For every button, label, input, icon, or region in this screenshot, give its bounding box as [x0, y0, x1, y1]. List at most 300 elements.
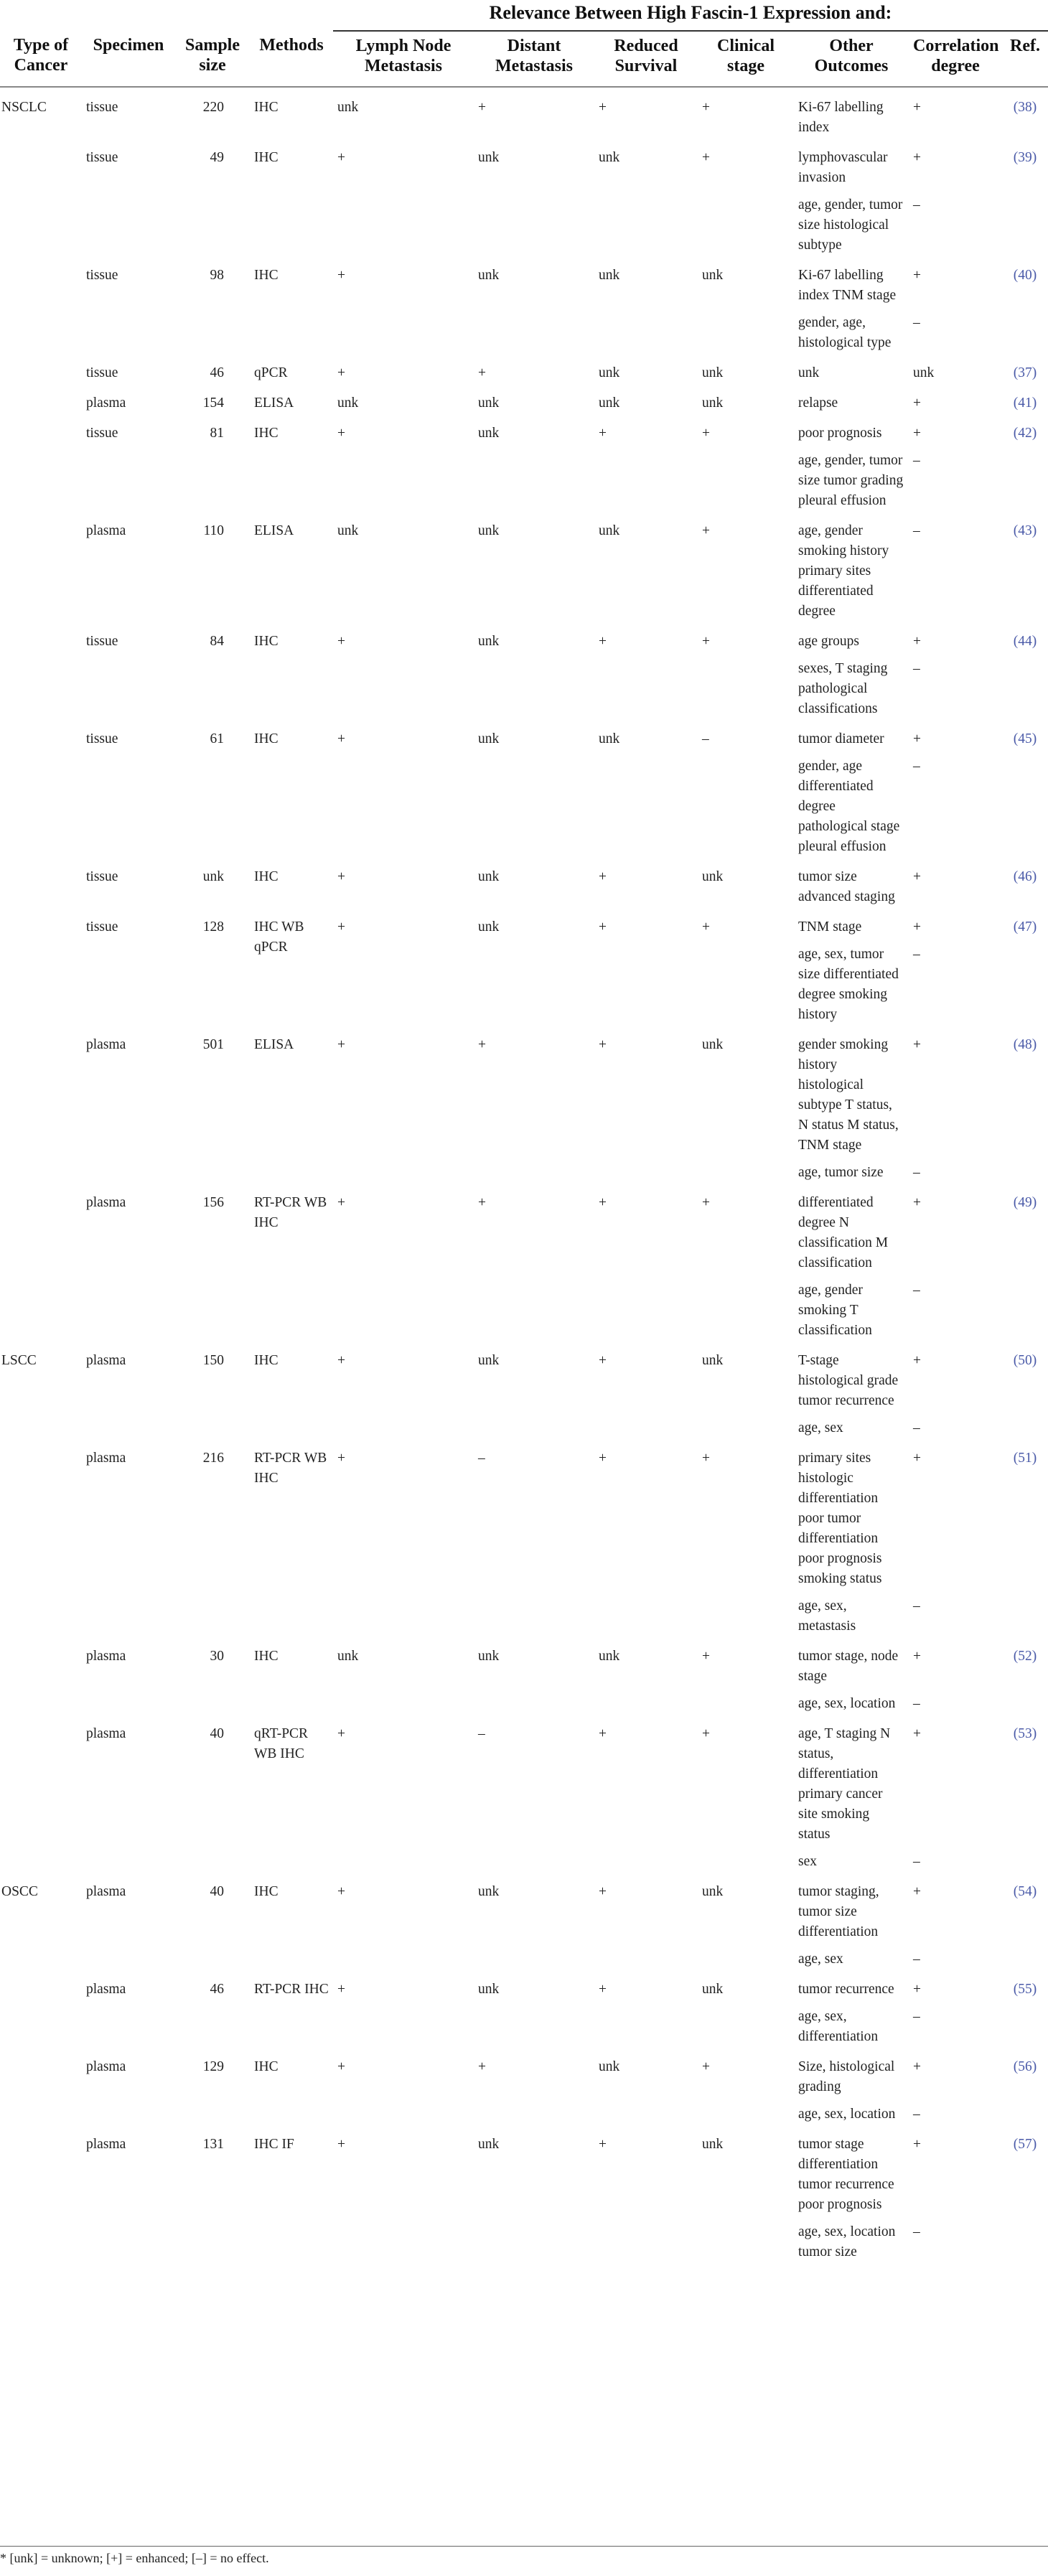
lymph-node-cell: +: [337, 1726, 345, 1741]
distant-metastasis-cell: +: [478, 1037, 486, 1052]
specimen-cell: plasma: [86, 1195, 126, 1210]
reduced-survival-cell: unk: [599, 2059, 620, 2074]
correlation-cell: +: [913, 100, 921, 115]
correlation-cell: +: [913, 268, 921, 283]
specimen-cell: tissue: [86, 869, 118, 884]
lymph-node-cell: +: [337, 1884, 345, 1899]
distant-metastasis-cell: +: [478, 2059, 486, 2074]
correlation-cell: –: [913, 759, 920, 774]
methods-cell: IHC: [254, 634, 279, 649]
specimen-cell: tissue: [86, 150, 118, 165]
lymph-node-cell: +: [337, 365, 345, 380]
cancer-type-cell: [0, 1636, 82, 1714]
lymph-node-cell: +: [337, 2059, 345, 2074]
cancer-type-cell: [0, 1714, 82, 1872]
cancer-type-cell: [0, 1970, 82, 2047]
specimen-cell: plasma: [86, 1884, 126, 1899]
other-outcomes-cell: age, sex, differentiation: [798, 2009, 879, 2044]
specimen-cell: plasma: [86, 1982, 126, 1997]
distant-metastasis-cell: unk: [478, 1982, 500, 1997]
other-outcomes-cell: relapse: [798, 395, 838, 411]
table-row: [0, 2047, 1048, 2097]
reduced-survival-cell: +: [599, 634, 607, 649]
other-outcomes-cell: poor prognosis: [798, 426, 882, 441]
cancer-type-cell: [0, 1025, 82, 1183]
other-outcomes-cell: tumor staging, tumor size differentiation: [798, 1884, 879, 1939]
specimen-cell: tissue: [86, 634, 118, 649]
col-header-distant: Distant Metastasis: [474, 31, 594, 87]
cancer-type-cell: [0, 2047, 82, 2125]
lymph-node-cell: +: [337, 1353, 345, 1368]
correlation-cell: –: [913, 2224, 920, 2239]
table-row: [0, 1636, 1048, 1687]
clinical-stage-cell: unk: [702, 1037, 724, 1052]
cancer-type-cell: [0, 622, 82, 719]
lymph-node-cell: unk: [337, 395, 359, 411]
table-row: [0, 1183, 1048, 1273]
sample-size-cell: 81: [210, 426, 224, 441]
correlation-cell: –: [913, 1165, 920, 1180]
reduced-survival-cell: unk: [599, 268, 620, 283]
lymph-node-cell: +: [337, 869, 345, 884]
lymph-node-cell: +: [337, 731, 345, 746]
methods-cell: IHC: [254, 100, 279, 115]
sample-size-cell: 129: [202, 2059, 224, 2074]
other-outcomes-cell: age, gender smoking history primary sites differentiated degree: [798, 523, 889, 619]
specimen-cell: tissue: [86, 268, 118, 283]
clinical-stage-cell: unk: [702, 365, 724, 380]
clinical-stage-cell: unk: [702, 2137, 724, 2152]
distant-metastasis-cell: unk: [478, 150, 500, 165]
lymph-node-cell: +: [337, 426, 345, 441]
col-header-survival: Reduced Survival: [594, 31, 698, 87]
other-outcomes-cell: tumor stage, node stage: [798, 1649, 899, 1684]
distant-metastasis-cell: unk: [478, 523, 500, 538]
reference-cell: (39): [1013, 150, 1037, 165]
distant-metastasis-cell: unk: [478, 869, 500, 884]
correlation-cell: +: [913, 1982, 921, 1997]
correlation-cell: –: [913, 947, 920, 962]
methods-cell: IHC: [254, 426, 279, 441]
methods-cell: qPCR: [254, 365, 288, 380]
other-outcomes-cell: age, sex, location tumor size: [798, 2224, 896, 2259]
other-outcomes-cell: Size, histological grading: [798, 2059, 895, 2094]
distant-metastasis-cell: +: [478, 100, 486, 115]
sample-size-cell: 220: [202, 100, 224, 115]
distant-metastasis-cell: unk: [478, 1884, 500, 1899]
correlation-cell: +: [913, 2059, 921, 2074]
methods-cell: IHC: [254, 150, 279, 165]
correlation-cell: +: [913, 1353, 921, 1368]
methods-cell: RT-PCR WB IHC: [254, 1195, 327, 1230]
reduced-survival-cell: +: [599, 426, 607, 441]
specimen-cell: plasma: [86, 2059, 126, 2074]
reduced-survival-cell: +: [599, 2137, 607, 2152]
sample-size-cell: 216: [202, 1451, 224, 1466]
other-outcomes-cell: unk: [798, 365, 820, 380]
specimen-cell: plasma: [86, 1037, 126, 1052]
lymph-node-cell: unk: [337, 100, 359, 115]
reference-cell: (47): [1013, 919, 1037, 935]
specimen-cell: plasma: [86, 395, 126, 411]
distant-metastasis-cell: unk: [478, 2137, 500, 2152]
methods-cell: IHC: [254, 869, 279, 884]
correlation-cell: –: [913, 315, 920, 330]
correlation-cell: –: [913, 1696, 920, 1711]
table-row: [0, 1872, 1048, 1942]
reference-cell: (45): [1013, 731, 1037, 746]
correlation-cell: +: [913, 1195, 921, 1210]
cancer-type-cell: [0, 413, 82, 511]
other-outcomes-cell: TNM stage: [798, 919, 862, 935]
col-header-type: Type of Cancer: [0, 31, 82, 87]
clinical-stage-cell: unk: [702, 1353, 724, 1368]
other-outcomes-cell: lymphovascular invasion: [798, 150, 888, 185]
specimen-cell: plasma: [86, 1649, 126, 1664]
col-header-methods: Methods: [250, 31, 333, 87]
table-row: [0, 511, 1048, 622]
table-row: [0, 622, 1048, 652]
methods-cell: IHC: [254, 1353, 279, 1368]
other-outcomes-cell: tumor size advanced staging: [798, 869, 895, 904]
reference-cell: (42): [1013, 426, 1037, 441]
correlation-cell: –: [913, 1598, 920, 1613]
table-row: [0, 413, 1048, 444]
methods-cell: IHC: [254, 2059, 279, 2074]
specimen-cell: plasma: [86, 523, 126, 538]
other-outcomes-cell: age, sex: [798, 1420, 843, 1435]
clinical-stage-cell: unk: [702, 1884, 724, 1899]
other-outcomes-cell: age, sex, tumor size differentiated degree smoking history: [798, 947, 899, 1022]
methods-cell: RT-PCR WB IHC: [254, 1451, 327, 1486]
clinical-stage-cell: +: [702, 523, 710, 538]
correlation-cell: +: [913, 2137, 921, 2152]
other-outcomes-cell: age, sex, location: [798, 2107, 896, 2122]
group-header-spacer: [0, 3, 333, 31]
reduced-survival-cell: +: [599, 1195, 607, 1210]
col-header-specimen: Specimen: [82, 31, 175, 87]
sample-size-cell: 61: [210, 731, 224, 746]
other-outcomes-cell: age groups: [798, 634, 860, 649]
sample-size-cell: 40: [210, 1884, 224, 1899]
group-header: Relevance Between High Fascin-1 Expression and:: [333, 3, 1048, 31]
specimen-cell: plasma: [86, 1353, 126, 1368]
correlation-cell: –: [913, 1854, 920, 1869]
other-outcomes-cell: Ki-67 labelling index: [798, 100, 884, 135]
cancer-type-cell: [0, 138, 82, 256]
other-outcomes-cell: sex: [798, 1854, 817, 1869]
distant-metastasis-cell: unk: [478, 919, 500, 935]
lymph-node-cell: +: [337, 634, 345, 649]
clinical-stage-cell: –: [702, 731, 709, 746]
table-row: [0, 87, 1048, 138]
fascin-expression-table: [0, 3, 1048, 2262]
reference-cell: (56): [1013, 2059, 1037, 2074]
sample-size-cell: 110: [203, 523, 224, 538]
table-row: [0, 1714, 1048, 1845]
sample-size-cell: 98: [210, 268, 224, 283]
reduced-survival-cell: +: [599, 100, 607, 115]
cancer-type-cell: [0, 2125, 82, 2262]
correlation-cell: –: [913, 1420, 920, 1435]
reference-cell: (57): [1013, 2137, 1037, 2152]
methods-cell: qRT-PCR WB IHC: [254, 1726, 309, 1761]
cancer-type-cell: [0, 353, 82, 383]
cancer-type-cell: LSCC: [1, 1353, 37, 1368]
table-body: [0, 87, 1048, 2262]
distant-metastasis-cell: unk: [478, 731, 500, 746]
cancer-type-cell: [0, 1438, 82, 1636]
correlation-cell: –: [913, 197, 920, 212]
other-outcomes-cell: Ki-67 labelling index TNM stage: [798, 268, 897, 303]
cancer-type-cell: [0, 719, 82, 857]
lymph-node-cell: +: [337, 2137, 345, 2152]
sample-size-cell: 150: [202, 1353, 224, 1368]
cancer-type-cell: NSCLC: [1, 100, 47, 115]
reduced-survival-cell: unk: [599, 365, 620, 380]
reduced-survival-cell: +: [599, 919, 607, 935]
cancer-type-cell: [0, 907, 82, 1025]
reference-cell: (46): [1013, 869, 1037, 884]
distant-metastasis-cell: –: [478, 1451, 485, 1466]
correlation-cell: +: [913, 1451, 921, 1466]
other-outcomes-cell: age, sex, location: [798, 1696, 896, 1711]
distant-metastasis-cell: unk: [478, 395, 500, 411]
reduced-survival-cell: +: [599, 1353, 607, 1368]
lymph-node-cell: +: [337, 919, 345, 935]
correlation-cell: +: [913, 395, 921, 411]
correlation-cell: +: [913, 426, 921, 441]
methods-cell: IHC: [254, 731, 279, 746]
lymph-node-cell: +: [337, 1451, 345, 1466]
correlation-cell: –: [913, 453, 920, 468]
lymph-node-cell: +: [337, 1982, 345, 1997]
correlation-cell: –: [913, 1952, 920, 1967]
clinical-stage-cell: +: [702, 100, 710, 115]
footnote: * [unk] = unknown; [+] = enhanced; [–] = no effect.: [0, 2551, 269, 2565]
col-header-lymph-node: Lymph Node Metastasis: [333, 31, 474, 87]
other-outcomes-cell: age, tumor size: [798, 1165, 884, 1180]
cancer-type-cell: [0, 383, 82, 413]
reference-cell: (40): [1013, 268, 1037, 283]
col-header-other: Other Outcomes: [794, 31, 909, 87]
reduced-survival-cell: unk: [599, 150, 620, 165]
specimen-cell: tissue: [86, 919, 118, 935]
specimen-cell: tissue: [86, 426, 118, 441]
correlation-cell: +: [913, 150, 921, 165]
clinical-stage-cell: +: [702, 634, 710, 649]
other-outcomes-cell: age, gender, tumor size histological subtype: [798, 197, 903, 253]
clinical-stage-cell: unk: [702, 268, 724, 283]
reference-cell: (55): [1013, 1982, 1037, 1997]
reduced-survival-cell: +: [599, 1884, 607, 1899]
clinical-stage-cell: +: [702, 1649, 710, 1664]
reduced-survival-cell: +: [599, 869, 607, 884]
table-row: [0, 353, 1048, 383]
reduced-survival-cell: unk: [599, 395, 620, 411]
reference-cell: (52): [1013, 1649, 1037, 1664]
reference-cell: (54): [1013, 1884, 1037, 1899]
cancer-type-cell: [0, 511, 82, 622]
table-row: [0, 719, 1048, 749]
sample-size-cell: unk: [202, 869, 224, 884]
distant-metastasis-cell: +: [478, 365, 486, 380]
correlation-cell: +: [913, 1726, 921, 1741]
distant-metastasis-cell: unk: [478, 1649, 500, 1664]
clinical-stage-cell: +: [702, 1726, 710, 1741]
distant-metastasis-cell: unk: [478, 268, 500, 283]
reference-cell: (50): [1013, 1353, 1037, 1368]
other-outcomes-cell: tumor stage differentiation tumor recurrence poor prognosis: [798, 2137, 894, 2212]
methods-cell: ELISA: [254, 523, 294, 538]
reference-cell: (53): [1013, 1726, 1037, 1741]
clinical-stage-cell: unk: [702, 1982, 724, 1997]
other-outcomes-cell: gender, age differentiated degree pathological stage pleural effusion: [798, 759, 900, 854]
sample-size-cell: 154: [202, 395, 224, 411]
correlation-cell: unk: [913, 365, 935, 380]
reduced-survival-cell: unk: [599, 1649, 620, 1664]
specimen-cell: plasma: [86, 2137, 126, 2152]
other-outcomes-cell: age, gender smoking T classification: [798, 1283, 872, 1338]
reference-cell: (41): [1013, 395, 1037, 411]
reduced-survival-cell: +: [599, 1726, 607, 1741]
table-row: [0, 1970, 1048, 2000]
other-outcomes-cell: tumor diameter: [798, 731, 884, 746]
reference-cell: (37): [1013, 365, 1037, 380]
column-header-row: [0, 31, 1048, 87]
table-row: [0, 907, 1048, 937]
sample-size-cell: 30: [210, 1649, 224, 1664]
other-outcomes-cell: age, T staging N status, differentiation primary cancer site smoking status: [798, 1726, 891, 1842]
clinical-stage-cell: +: [702, 2059, 710, 2074]
specimen-cell: tissue: [86, 365, 118, 380]
table-row: [0, 1438, 1048, 1589]
cancer-type-cell: [0, 857, 82, 907]
table-row: [0, 1025, 1048, 1156]
correlation-cell: +: [913, 731, 921, 746]
correlation-cell: +: [913, 634, 921, 649]
table-row: [0, 383, 1048, 413]
group-header-row: [0, 3, 1048, 31]
clinical-stage-cell: +: [702, 426, 710, 441]
methods-cell: IHC WB qPCR: [254, 919, 304, 955]
other-outcomes-cell: age, gender, tumor size tumor grading pleural effusion: [798, 453, 904, 508]
col-header-ref: Ref.: [1002, 31, 1048, 87]
cancer-type-cell: OSCC: [1, 1884, 38, 1899]
reference-cell: (44): [1013, 634, 1037, 649]
sample-size-cell: 501: [202, 1037, 224, 1052]
other-outcomes-cell: tumor recurrence: [798, 1982, 894, 1997]
methods-cell: IHC: [254, 1649, 279, 1664]
clinical-stage-cell: +: [702, 1195, 710, 1210]
reference-cell: (49): [1013, 1195, 1037, 1210]
methods-cell: ELISA: [254, 395, 294, 411]
correlation-cell: +: [913, 869, 921, 884]
col-header-corr: Correlation degree: [909, 31, 1002, 87]
clinical-stage-cell: +: [702, 919, 710, 935]
sample-size-cell: 40: [210, 1726, 224, 1741]
reduced-survival-cell: +: [599, 1037, 607, 1052]
other-outcomes-cell: primary sites histologic differentiation poor tumor differentiation poor prognosis smoking status: [798, 1451, 882, 1586]
correlation-cell: +: [913, 1649, 921, 1664]
other-outcomes-cell: gender smoking history histological subtype T status, N status M status, TNM stage: [798, 1037, 899, 1153]
table-row: [0, 2125, 1048, 2215]
specimen-cell: tissue: [86, 731, 118, 746]
lymph-node-cell: +: [337, 1195, 345, 1210]
correlation-cell: +: [913, 1037, 921, 1052]
lymph-node-cell: +: [337, 268, 345, 283]
table-row: [0, 256, 1048, 306]
distant-metastasis-cell: unk: [478, 634, 500, 649]
correlation-cell: –: [913, 523, 920, 538]
methods-cell: RT-PCR IHC: [254, 1982, 329, 1997]
correlation-cell: –: [913, 1283, 920, 1298]
methods-cell: ELISA: [254, 1037, 294, 1052]
col-header-sample-size: Sample size: [175, 31, 250, 87]
lymph-node-cell: unk: [337, 523, 359, 538]
correlation-cell: +: [913, 1884, 921, 1899]
correlation-cell: –: [913, 2009, 920, 2024]
sample-size-cell: 49: [210, 150, 224, 165]
reference-cell: (51): [1013, 1451, 1037, 1466]
distant-metastasis-cell: unk: [478, 426, 500, 441]
other-outcomes-cell: age, sex, metastasis: [798, 1598, 856, 1634]
reference-cell: (48): [1013, 1037, 1037, 1052]
sample-size-cell: 84: [210, 634, 224, 649]
methods-cell: IHC IF: [254, 2137, 294, 2152]
other-outcomes-cell: T-stage histological grade tumor recurrence: [798, 1353, 899, 1408]
specimen-cell: tissue: [86, 100, 118, 115]
other-outcomes-cell: age, sex: [798, 1952, 843, 1967]
sample-size-cell: 128: [202, 919, 224, 935]
specimen-cell: plasma: [86, 1726, 126, 1741]
clinical-stage-cell: +: [702, 150, 710, 165]
distant-metastasis-cell: –: [478, 1726, 485, 1741]
methods-cell: IHC: [254, 1884, 279, 1899]
specimen-cell: plasma: [86, 1451, 126, 1466]
col-header-clinical: Clinical stage: [698, 31, 794, 87]
other-outcomes-cell: differentiated degree N classification M classification: [798, 1195, 889, 1270]
lymph-node-cell: +: [337, 1037, 345, 1052]
table-row: [0, 1341, 1048, 1411]
reduced-survival-cell: unk: [599, 523, 620, 538]
table-row: [0, 857, 1048, 907]
table-row: [0, 138, 1048, 188]
other-outcomes-cell: sexes, T staging pathological classifications: [798, 661, 888, 716]
lymph-node-cell: +: [337, 150, 345, 165]
sample-size-cell: 131: [202, 2137, 224, 2152]
sample-size-cell: 156: [202, 1195, 224, 1210]
methods-cell: IHC: [254, 268, 279, 283]
clinical-stage-cell: unk: [702, 869, 724, 884]
reference-cell: (43): [1013, 523, 1037, 538]
lymph-node-cell: unk: [337, 1649, 359, 1664]
cancer-type-cell: [0, 256, 82, 353]
clinical-stage-cell: unk: [702, 395, 724, 411]
correlation-cell: –: [913, 2107, 920, 2122]
other-outcomes-cell: gender, age, histological type: [798, 315, 892, 350]
reference-cell: (38): [1013, 100, 1037, 115]
clinical-stage-cell: +: [702, 1451, 710, 1466]
sample-size-cell: 46: [210, 365, 224, 380]
reduced-survival-cell: unk: [599, 731, 620, 746]
reduced-survival-cell: +: [599, 1451, 607, 1466]
cancer-type-cell: [0, 1183, 82, 1341]
distant-metastasis-cell: +: [478, 1195, 486, 1210]
distant-metastasis-cell: unk: [478, 1353, 500, 1368]
correlation-cell: +: [913, 919, 921, 935]
sample-size-cell: 46: [210, 1982, 224, 1997]
